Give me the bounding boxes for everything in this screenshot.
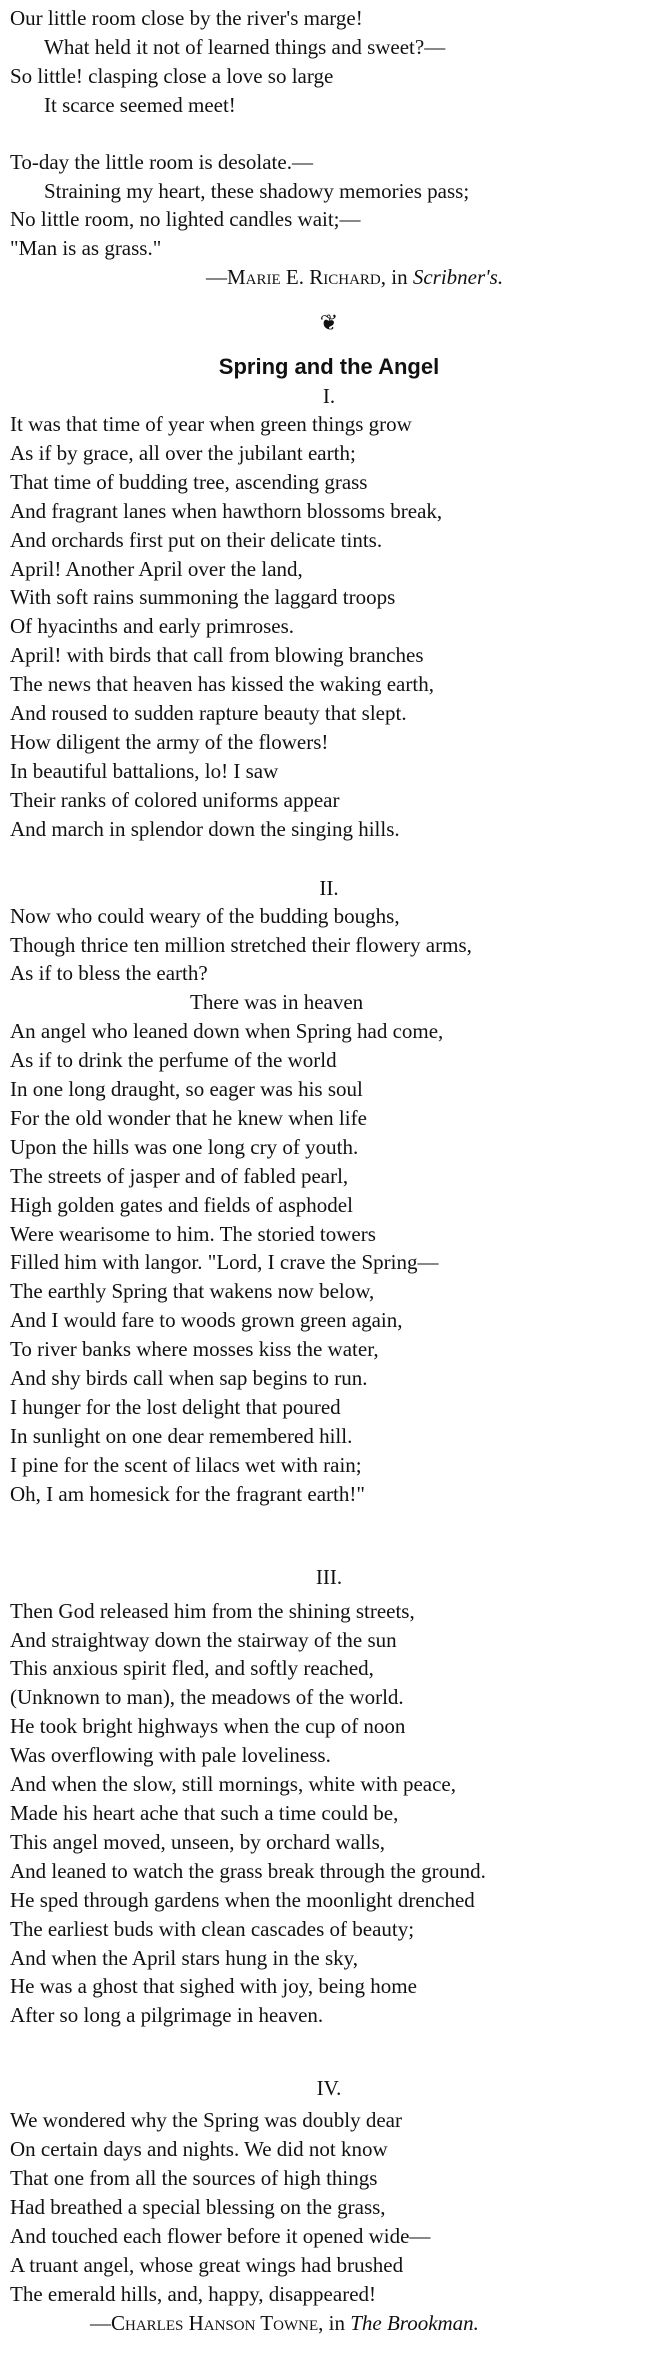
poem-line-indented: There was in heaven bbox=[190, 990, 364, 1015]
poem-line: He sped through gardens when the moonlight drenched bbox=[10, 1887, 475, 1912]
section-numeral-3: III. bbox=[315, 1564, 343, 1589]
poem-line: And when the April stars hung in the sky, bbox=[10, 1945, 359, 1970]
poem-line: Straining my heart, these shadowy memories pass; bbox=[44, 178, 470, 203]
signature-sep: , in bbox=[380, 265, 413, 290]
signature-dash: — bbox=[90, 2310, 111, 2335]
poem-line: The earliest buds with clean cascades of beauty; bbox=[10, 1916, 415, 1941]
poem-line: It was that time of year when green things grow bbox=[10, 412, 412, 436]
signature-dash: — bbox=[206, 265, 227, 290]
poem-line: Had breathed a special blessing on the grass, bbox=[10, 2194, 386, 2219]
section-numeral-2: II. bbox=[319, 875, 339, 900]
section-3-lines bbox=[10, 1597, 648, 2031]
poem-line: And roused to sudden rapture beauty that slept. bbox=[10, 701, 407, 726]
poem-line: A truant angel, whose great wings had brushed bbox=[10, 2252, 404, 2277]
poem-line: He took bright highways when the cup of noon bbox=[10, 1714, 406, 1739]
poem-line: In one long draught, so eager was his soul bbox=[10, 1077, 363, 1102]
section-2-lines bbox=[10, 902, 648, 1509]
poem-line: Made his heart ache that such a time could be, bbox=[10, 1800, 399, 1825]
poem-line: And shy birds call when sap begins to run. bbox=[10, 1366, 368, 1391]
section-numeral-4: IV. bbox=[316, 2076, 342, 2101]
poem-line: And when the slow, still mornings, white with peace, bbox=[10, 1772, 456, 1797]
poem-line: And orchards first put on their delicate tints. bbox=[10, 527, 383, 552]
poem-line: And I would fare to woods grown green again, bbox=[10, 1308, 403, 1333]
poem-line: On certain days and nights. We did not know bbox=[10, 2137, 388, 2162]
poem-line: I hunger for the lost delight that poured bbox=[10, 1395, 341, 1419]
poem-line: With soft rains summoning the laggard troops bbox=[10, 585, 396, 610]
signature-source: Scribner's. bbox=[412, 265, 504, 290]
poem-line: I pine for the scent of lilacs wet with rain; bbox=[10, 1452, 362, 1477]
signature-source: The Brookman. bbox=[350, 2310, 479, 2335]
poem-line: April! Another April over the land, bbox=[10, 556, 303, 581]
poem-line: As if to bless the earth? bbox=[10, 961, 208, 986]
poem-line: No little room, no lighted candles wait;— bbox=[10, 207, 361, 232]
poem-line: Oh, I am homesick for the fragrant earth!" bbox=[10, 1481, 365, 1506]
section-1-lines bbox=[10, 410, 648, 844]
poem-line: In sunlight on one dear remembered hill. bbox=[10, 1423, 353, 1448]
poem-line: The earthly Spring that wakens now below, bbox=[10, 1279, 375, 1304]
poem-line: Was overflowing with pale loveliness. bbox=[10, 1743, 331, 1768]
poem-line: The emerald hills, and, happy, disappeared! bbox=[10, 2281, 377, 2306]
poem-line: (Unknown to man), the meadows of the world. bbox=[10, 1685, 404, 1710]
poem-line: Our little room close by the river's marge! bbox=[10, 6, 363, 30]
poem-line: And leaned to watch the grass break through the ground. bbox=[10, 1858, 486, 1883]
poem-1-stanza-1 bbox=[10, 4, 648, 120]
poem-line: Now who could weary of the budding boughs, bbox=[10, 903, 400, 928]
poem-line: The news that heaven has kissed the waking earth, bbox=[10, 672, 434, 697]
poem-line: This angel moved, unseen, by orchard walls, bbox=[10, 1829, 385, 1854]
poem-line: To-day the little room is desolate.— bbox=[10, 149, 313, 174]
poem-line: An angel who leaned down when Spring had come, bbox=[10, 1019, 444, 1044]
poem-line: That one from all the sources of high things bbox=[10, 2166, 378, 2191]
poem-line: Were wearisome to him. The storied towers bbox=[10, 1221, 376, 1246]
poem-line: That time of budding tree, ascending grass bbox=[10, 469, 368, 494]
poem-1-stanza-2 bbox=[10, 148, 648, 264]
poem-line: High golden gates and fields of asphodel bbox=[10, 1192, 353, 1217]
poem-line: For the old wonder that he knew when life bbox=[10, 1105, 367, 1130]
poem-line: Their ranks of colored uniforms appear bbox=[10, 787, 340, 812]
section-4-lines bbox=[10, 2106, 648, 2308]
poem-2-title: Spring and the Angel bbox=[218, 354, 440, 379]
poem-line: Of hyacinths and early primroses. bbox=[10, 614, 295, 639]
poem-line: Filled him with langor. "Lord, I crave the Spring— bbox=[10, 1250, 439, 1275]
poem-line: And straightway down the stairway of the sun bbox=[10, 1627, 397, 1652]
poem-1-signature bbox=[10, 263, 648, 292]
signature-author: Marie E. Richard bbox=[227, 265, 381, 290]
poem-line: And march in splendor down the singing hills. bbox=[10, 816, 400, 841]
signature-sep: , in bbox=[318, 2310, 351, 2335]
poem-line: Then God released him from the shining streets, bbox=[10, 1598, 415, 1623]
poem-line: We wondered why the Spring was doubly dear bbox=[10, 2108, 402, 2133]
poem-line: It scarce seemed meet! bbox=[44, 92, 236, 117]
poem-line: After so long a pilgrimage in heaven. bbox=[10, 2003, 324, 2028]
poem-line: To river banks where mosses kiss the water, bbox=[10, 1337, 379, 1362]
poem-line: As if by grace, all over the jubilant earth; bbox=[10, 440, 356, 465]
section-numeral-1: I. bbox=[322, 384, 336, 408]
ornament-divider: ❦ bbox=[319, 310, 339, 335]
signature-author: Charles Hanson Towne bbox=[111, 2310, 319, 2335]
poem-2 bbox=[10, 352, 648, 2338]
poem-line: So little! clasping close a love so large bbox=[10, 63, 334, 88]
poem-line: This anxious spirit fled, and softly reached, bbox=[10, 1656, 374, 1681]
poem-line: "Man is as grass." bbox=[10, 236, 162, 261]
poem-line: And touched each flower before it opened wide— bbox=[10, 2223, 431, 2248]
poem-2-signature bbox=[10, 2309, 648, 2338]
poem-line: In beautiful battalions, lo! I saw bbox=[10, 758, 279, 783]
poem-1 bbox=[10, 4, 648, 292]
poem-line: The streets of jasper and of fabled pearl, bbox=[10, 1163, 349, 1188]
poem-line: April! with birds that call from blowing branches bbox=[10, 643, 424, 668]
poem-line: And fragrant lanes when hawthorn blossoms break, bbox=[10, 498, 443, 523]
poem-line: As if to drink the perfume of the world bbox=[10, 1048, 337, 1073]
poem-line: He was a ghost that sighed with joy, being home bbox=[10, 1974, 417, 1999]
poem-line: What held it not of learned things and sweet?— bbox=[44, 34, 446, 59]
poem-line: Upon the hills was one long cry of youth. bbox=[10, 1134, 359, 1159]
poem-line: How diligent the army of the flowers! bbox=[10, 729, 329, 754]
poem-line: Though thrice ten million stretched their flowery arms, bbox=[10, 932, 472, 957]
